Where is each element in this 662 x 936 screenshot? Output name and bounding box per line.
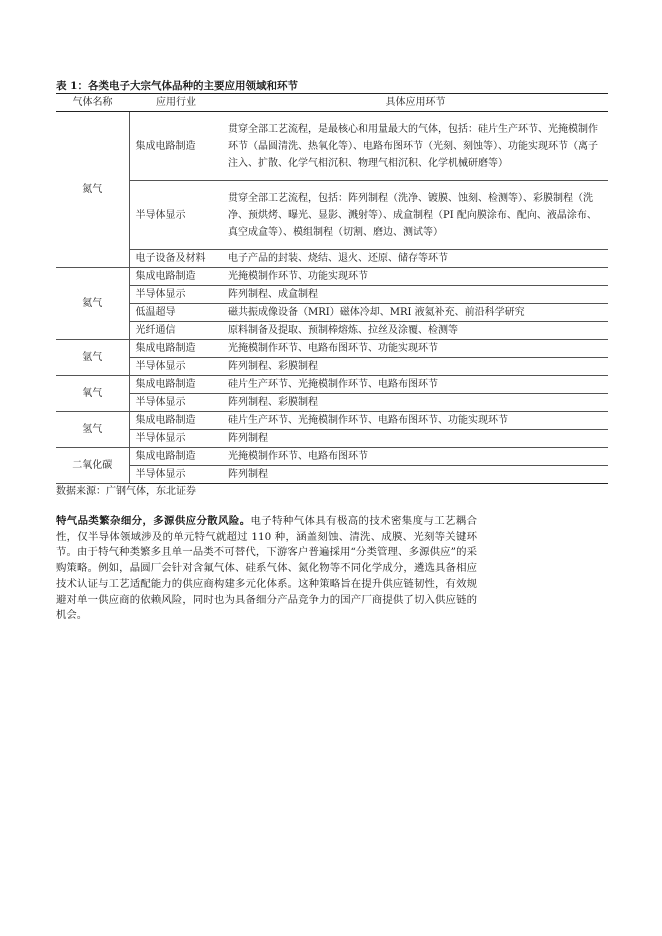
detail-cell: 硅片生产环节、光掩模制作环节、电路布图环节、功能实现环节 — [223, 412, 608, 430]
table-row — [56, 466, 608, 484]
detail-cell: 阵列制程 — [223, 466, 608, 484]
table-row — [56, 286, 608, 304]
table-row — [56, 430, 608, 448]
table-row — [56, 358, 608, 376]
industry-cell: 半导体显示 — [129, 286, 223, 304]
industry-cell: 光纤通信 — [129, 322, 223, 340]
header-detail: 具体应用环节 — [223, 94, 608, 112]
gas-name-cell: 二氧化碳 — [56, 448, 129, 484]
table-row — [56, 412, 608, 430]
table-row — [56, 394, 608, 412]
detail-cell: 贯穿全部工艺流程，是最核心和用量最大的气体，包括：硅片生产环节、光掩模制作环节（晶圆清洗、热氧化等）、电路布图环节（光刻、刻蚀等）、功能实现环节（离子注入、扩散、化学气相沉积、物理气相沉积、化学机械研磨等） — [223, 112, 608, 181]
table-row — [56, 340, 608, 358]
detail-cell: 阵列制程、彩膜制程 — [223, 394, 608, 412]
body-paragraph — [56, 514, 477, 624]
detail-cell: 阵列制程 — [223, 430, 608, 448]
header-industry: 应用行业 — [129, 94, 223, 112]
detail-cell: 磁共振成像设备（MRI）磁体冷却、MRI 液氦补充、前沿科学研究 — [223, 304, 608, 322]
industry-cell: 半导体显示 — [129, 358, 223, 376]
detail-cell: 光掩模制作环节、电路布图环节 — [223, 448, 608, 466]
table-row — [56, 322, 608, 340]
paragraph-body: 电子特种气体具有极高的技术密集度与工艺耦合性，仅半导体领域涉及的单元特气就超过 110 种，涵盖刻蚀、清洗、成膜、光刻等关键环节。由于特气种类繁多且单一品类不可替代，下游客户普遍採用“分类管理、多源供应”的采购策略。例如，晶圆厂会针对含氟气体、硅系气体、氮化物等不同化学成分，遴选具备相应技术认证与工艺适配能力的供应商构建多元化体系。这种策略旨在提升供应链韧性，有效规避对单一供应商的依赖风险，同时也为具备细分产品竞争力的国产厂商提供了切入供应链的机会。 — [56, 515, 477, 622]
industry-cell: 集成电路制造 — [129, 376, 223, 394]
gas-name-cell: 氧气 — [56, 376, 129, 412]
table-header-row — [56, 94, 608, 112]
industry-cell: 集成电路制造 — [129, 340, 223, 358]
paragraph-lead: 特气品类繁杂细分，多源供应分散风险。 — [56, 515, 251, 527]
industry-cell: 集成电路制造 — [129, 412, 223, 430]
industry-cell: 低温超导 — [129, 304, 223, 322]
gas-name-cell: 氩气 — [56, 340, 129, 376]
gas-name-cell: 氦气 — [56, 268, 129, 340]
detail-cell: 电子产品的封装、烧结、退火、还原、储存等环节 — [223, 250, 608, 268]
table-row — [56, 304, 608, 322]
industry-cell: 集成电路制造 — [129, 448, 223, 466]
detail-cell: 原料制备及提取、预制棒熔炼、拉丝及涂覆、检测等 — [223, 322, 608, 340]
gas-name-cell: 氮气 — [56, 112, 129, 268]
industry-cell: 半导体显示 — [129, 181, 223, 250]
industry-cell: 电子设备及材料 — [129, 250, 223, 268]
table-row — [56, 376, 608, 394]
table-row — [56, 181, 608, 250]
detail-cell: 光掩模制作环节、功能实现环节 — [223, 268, 608, 286]
table-row — [56, 112, 608, 181]
industry-cell: 集成电路制造 — [129, 268, 223, 286]
detail-cell: 光掩模制作环节、电路布图环节、功能实现环节 — [223, 340, 608, 358]
industry-cell: 半导体显示 — [129, 394, 223, 412]
table-row — [56, 268, 608, 286]
gas-name-cell: 氢气 — [56, 412, 129, 448]
data-source-note: 数据来源：广钢气体，东北证券 — [56, 486, 196, 497]
table-caption: 表 1：各类电子大宗气体品种的主要应用领域和环节 — [56, 80, 298, 92]
detail-cell: 阵列制程、彩膜制程 — [223, 358, 608, 376]
gas-application-table — [56, 93, 608, 484]
table-row — [56, 448, 608, 466]
industry-cell: 集成电路制造 — [129, 112, 223, 181]
detail-cell: 贯穿全部工艺流程，包括：阵列制程（洗净、镀膜、蚀刻、检测等）、彩膜制程（洗净、预烘烤、曝光、显影、溅射等）、成盒制程（PI 配向膜涂布、配向、液晶涂布、真空成盒等）、模组制程（切割、磨边、测试等） — [223, 181, 608, 250]
industry-cell: 半导体显示 — [129, 466, 223, 484]
table-row — [56, 250, 608, 268]
industry-cell: 半导体显示 — [129, 430, 223, 448]
detail-cell: 硅片生产环节、光掩模制作环节、电路布图环节 — [223, 376, 608, 394]
detail-cell: 阵列制程、成盒制程 — [223, 286, 608, 304]
header-gas-name: 气体名称 — [56, 94, 129, 112]
